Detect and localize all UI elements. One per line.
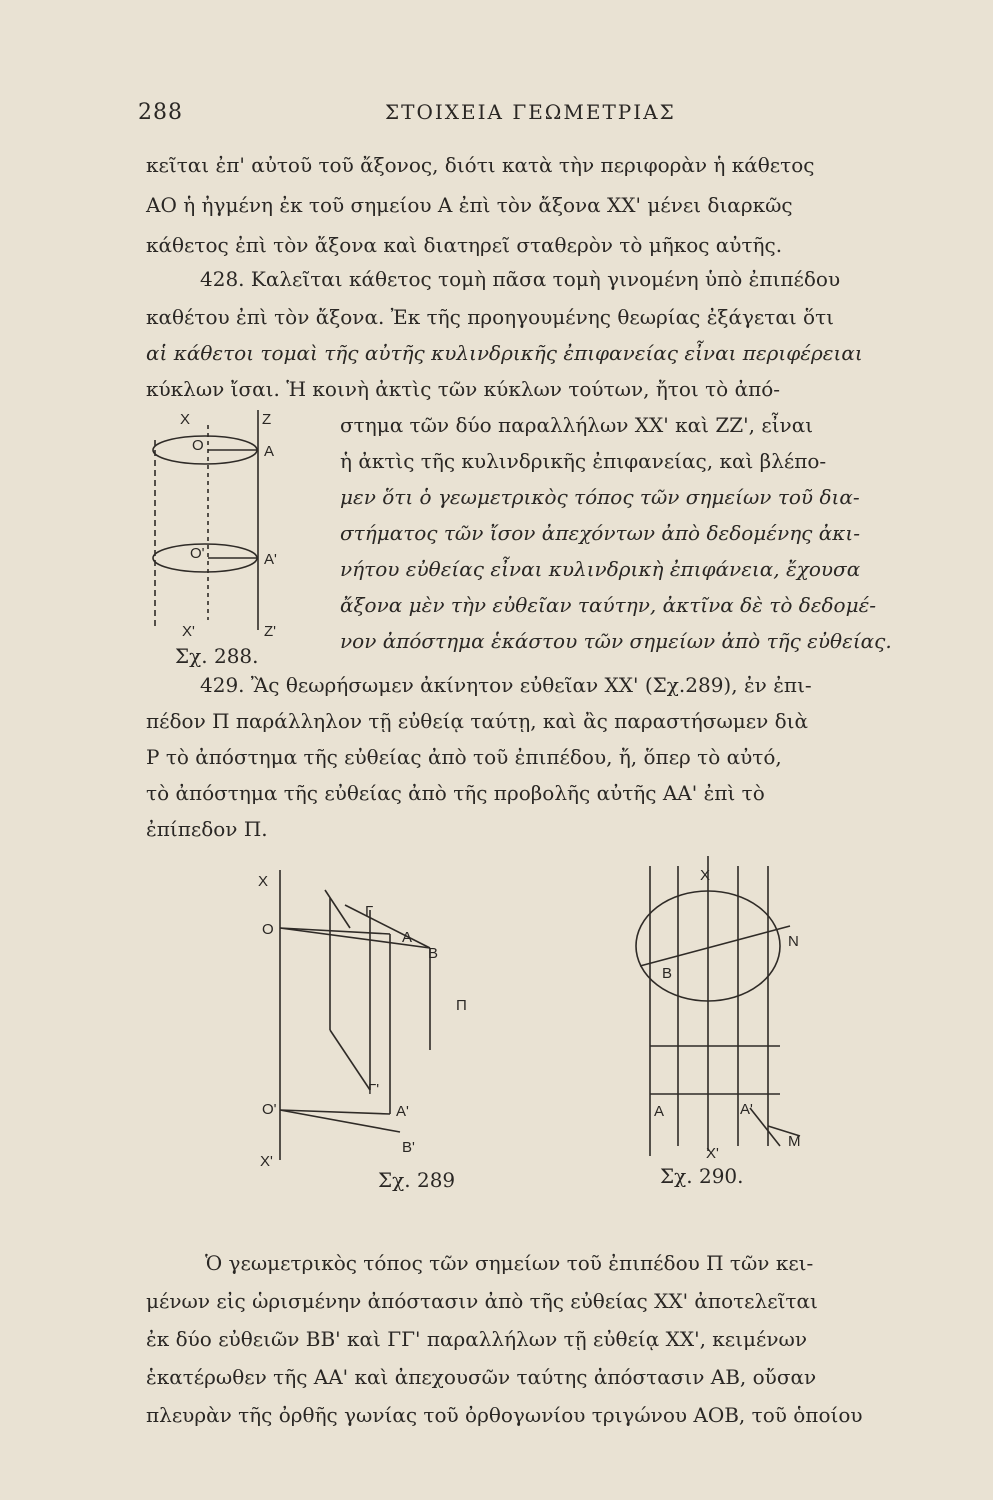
figure-label: X (700, 867, 711, 884)
text-line: μεν ὅτι ὁ γεωμετρικὸς τόπος τῶν σημείων τοῦ δια- (340, 485, 860, 509)
text-line: στημα τῶν δύο παραλλήλων ΧΧ' καὶ ΖΖ', εἶναι (340, 413, 814, 437)
text-line: ἐπίπεδον Π. (146, 817, 268, 841)
figure-label: Γ (365, 903, 374, 920)
figure-label: O (262, 921, 274, 938)
text-line: ἑκατέρωθεν τῆς ΑΑ' καὶ ἀπεχουσῶν ταύτης ἀπόστασιν ΑΒ, οὔσαν (146, 1365, 817, 1389)
text-line: κύκλων ἴσαι. Ἡ κοινὴ ἀκτὶς τῶν κύκλων τούτων, ἤτοι τὸ ἀπό- (146, 377, 781, 401)
text-line: πέδον Π παράλληλον τῇ εὐθείᾳ ταύτῃ, καὶ ἂς παραστήσωμεν διὰ (146, 709, 809, 733)
text-line: καθέτου ἐπὶ τὸν ἄξονα. Ἐκ τῆς προηγουμένης θεωρίας ἐξάγεται ὅτι (146, 305, 834, 329)
figure-289-caption: Σχ. 289 (378, 1168, 456, 1192)
figure-label: B' (402, 1139, 415, 1156)
figure-label: A (402, 929, 413, 946)
figure-label: X' (182, 623, 195, 640)
text-line: τὸ ἀπόστημα τῆς εὐθείας ἀπὸ τῆς προβολῆς αὐτῆς ΑΑ' ἐπὶ τὸ (146, 781, 765, 805)
figure-label: N (788, 933, 799, 950)
figure-label: A (654, 1103, 665, 1120)
text-line: μένων εἰς ὡρισμένην ἀπόστασιν ἀπὸ τῆς εὐθείας ΧΧ' ἀποτελεῖται (146, 1289, 818, 1313)
text-line: 429. Ἂς θεωρήσωμεν ἀκίνητον εὐθεῖαν ΧΧ' (Σχ.289), ἐν ἐπι- (200, 673, 812, 697)
figure-label: X (258, 873, 269, 890)
figure-label: X' (260, 1153, 273, 1170)
figure-label: A' (264, 551, 277, 568)
figure-288 (140, 400, 330, 660)
text-line: νήτου εὐθείας εἶναι κυλινδρικὴ ἐπιφάνεια, ἔχουσα (340, 557, 861, 581)
figure-label: A' (396, 1103, 409, 1120)
figure-label: X (180, 411, 191, 428)
figure-label: A' (740, 1101, 753, 1118)
text-line: 428. Καλεῖται κάθετος τομὴ πᾶσα τομὴ γινομένη ὑπὸ ἐπιπέδου (200, 267, 841, 291)
figure-288-caption: Σχ. 288. (175, 644, 259, 668)
text-line: πλευρὰν τῆς ὀρθῆς γωνίας τοῦ ὀρθογωνίου τριγώνου ΑΟΒ, τοῦ ὁποίου (146, 1403, 863, 1427)
text-line: κάθετος ἐπὶ τὸν ἄξονα καὶ διατηρεῖ σταθερὸν τὸ μῆκος αὐτῆς. (146, 233, 783, 257)
text-line: κεῖται ἐπ' αὐτοῦ τοῦ ἄξονος, διότι κατὰ τὴν περιφορὰν ἡ κάθετος (146, 153, 815, 177)
figure-label: Γ' (368, 1081, 380, 1098)
text-line: Ὁ γεωμετρικὸς τόπος τῶν σημείων τοῦ ἐπιπέδου Π τῶν κει- (205, 1251, 814, 1275)
figure-label: Z (262, 411, 272, 428)
figure-label: O' (262, 1101, 277, 1118)
figure-label: B (662, 965, 673, 982)
figure-label: Z' (264, 623, 277, 640)
text-line: ΑΟ ἡ ἠγμένη ἐκ τοῦ σημείου Α ἐπὶ τὸν ἄξονα ΧΧ' μένει διαρκῶς (146, 193, 793, 217)
text-line: Ρ τὸ ἀπόστημα τῆς εὐθείας ἀπὸ τοῦ ἐπιπέδου, ἤ, ὅπερ τὸ αὐτό, (146, 745, 782, 769)
figure-label: B (428, 945, 439, 962)
figure-290-caption: Σχ. 290. (660, 1164, 744, 1188)
figure-290 (620, 846, 830, 1176)
text-line: ἐκ δύο εὐθειῶν ΒΒ' καὶ ΓΓ' παραλλήλων τῇ εὐθείᾳ ΧΧ', κειμένων (146, 1327, 807, 1351)
text-line: αἱ κάθετοι τομαὶ τῆς αὐτῆς κυλινδρικῆς ἐπιφανείας εἶναι περιφέρειαι (146, 341, 863, 365)
figure-label: Π (456, 997, 467, 1014)
figure-label: X' (706, 1145, 719, 1162)
text-line: ἄξονα μὲν τὴν εὐθεῖαν ταύτην, ἀκτῖνα δὲ τὸ δεδομέ- (340, 593, 877, 617)
page-number: 288 (138, 100, 183, 125)
text-line: στήματος τῶν ἴσον ἀπεχόντων ἀπὸ δεδομένης ἀκι- (340, 521, 860, 545)
running-title: ΣΤΟΙΧΕΙΑ ΓΕΩΜΕΤΡΙΑΣ (385, 100, 676, 124)
text-line: ἡ ἀκτὶς τῆς κυλινδρικῆς ἐπιφανείας, καὶ βλέπο- (340, 449, 827, 473)
figure-label: O' (190, 545, 205, 562)
figure-label: M (788, 1133, 801, 1150)
figure-289 (250, 850, 530, 1170)
text-line: νον ἀπόστημα ἑκάστου τῶν σημείων ἀπὸ τῆς εὐθείας. (340, 629, 892, 653)
figure-label: A (264, 443, 275, 460)
figure-label: O (192, 437, 204, 454)
